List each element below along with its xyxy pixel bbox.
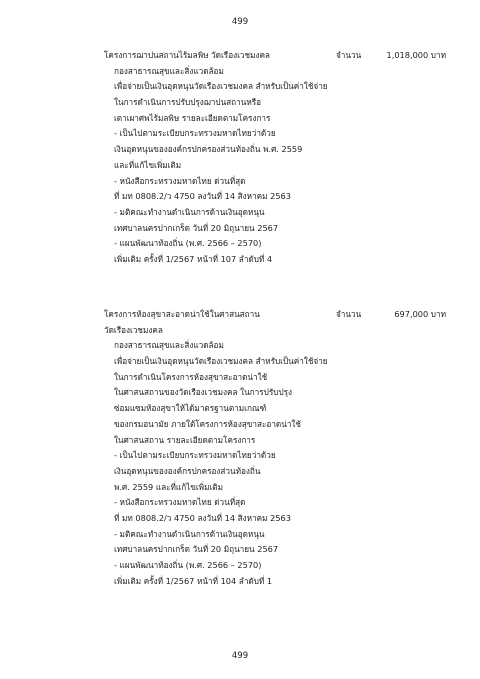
- body-line: เพื่อจ่ายเป็นเงินอุดหนุนวัดเรืองเวชมงคล สำหรับเป็นค่าใช้จ่าย: [114, 356, 328, 367]
- project-block-1: [104, 48, 444, 268]
- body-line: ในศาสนสถานของวัดเรืองเวชมงคล ในการปรับปรุง: [114, 387, 293, 398]
- body-line: - เป็นไปตามระเบียบกระทรวงมหาดไทยว่าด้วย: [114, 450, 276, 461]
- body-line: และที่แก้ไขเพิ่มเติม: [114, 159, 182, 170]
- body-line: - เป็นไปตามระเบียบกระทรวงมหาดไทยว่าด้วย: [114, 128, 276, 139]
- amount-value: 1,018,000 บาท: [386, 50, 446, 60]
- body-line: - มติคณะทำงานดำเนินการด้านเงินอุดหนุน: [114, 528, 265, 539]
- project-block-2: [104, 307, 444, 589]
- body-line: - แผนพัฒนาท้องถิ่น (พ.ศ. 2566 – 2570): [114, 238, 262, 249]
- body-line: ที่ มท 0808.2/ว 4750 ลงวันที่ 14 สิงหาคม 2563: [114, 191, 291, 202]
- project-title-row: [104, 48, 444, 64]
- body-line: กองสาธารณสุขและสิ่งแวดล้อม: [114, 65, 224, 76]
- body-line: เทศบาลนครปากเกร็ด วันที่ 20 มิถุนายน 2567: [114, 544, 279, 555]
- body-line: ในการดำเนินการปรับปรุงฌาปนสถานหรือ: [114, 97, 262, 108]
- amount-label: จำนวน: [336, 50, 362, 60]
- body-line: - หนังสือกระทรวงมหาดไทย ด่วนที่สุด: [114, 497, 246, 508]
- project-body: [104, 64, 444, 268]
- body-line: ในศาสนสถาน รายละเอียดตามโครงการ: [114, 434, 256, 445]
- body-line: เงินอุดหนุนขององค์กรปกครองส่วนท้องถิ่น: [114, 465, 261, 476]
- amount-value: 697,000 บาท: [394, 309, 446, 319]
- page-number-bottom: 499: [231, 651, 249, 661]
- body-line: เทศบาลนครปากเกร็ด วันที่ 20 มิถุนายน 2567: [114, 222, 279, 233]
- body-line: - หนังสือกระทรวงมหาดไทย ด่วนที่สุด: [114, 175, 246, 186]
- body-line: เพิ่มเติม ครั้งที่ 1/2567 หน้าที่ 104 ลำดับที่ 1: [114, 575, 273, 586]
- project-body: [104, 338, 444, 589]
- project-title: โครงการฌาปนสถานไร้มลพิษ วัดเรืองเวชมงคล: [104, 50, 270, 60]
- body-line: กองสาธารณสุขและสิ่งแวดล้อม: [114, 340, 224, 351]
- project-title-row: [104, 307, 444, 323]
- body-line: เตาเผาศพไร้มลพิษ รายละเอียดตามโครงการ: [114, 112, 271, 123]
- body-line: พ.ศ. 2559 และที่แก้ไขเพิ่มเติม: [114, 481, 223, 492]
- project-title-continued: วัดเรืองเวชมงคล: [104, 324, 163, 335]
- body-line: ที่ มท 0808.2/ว 4750 ลงวันที่ 14 สิงหาคม 2563: [114, 512, 291, 523]
- body-line: ของกรมอนามัย ภายใต้โครงการห้องสุขาสะอาดน่าใช้: [114, 418, 301, 429]
- body-line: - แผนพัฒนาท้องถิ่น (พ.ศ. 2566 – 2570): [114, 560, 262, 570]
- body-line: - มติคณะทำงานดำเนินการด้านเงินอุดหนุน: [114, 206, 265, 217]
- amount-label: จำนวน: [336, 309, 362, 319]
- body-line: ซ่อมแซมห้องสุขาให้ได้มาตรฐานตามเกณฑ์: [114, 403, 267, 414]
- project-title: โครงการห้องสุขาสะอาดน่าใช้ในศาสนสถาน: [104, 309, 260, 319]
- body-line: เพิ่มเติม ครั้งที่ 1/2567 หน้าที่ 107 ลำดับที่ 4: [114, 253, 273, 264]
- body-line: ในการดำเนินโครงการห้องสุขาสะอาดน่าใช้: [114, 371, 268, 382]
- body-line: เงินอุดหนุนขององค์กรปกครองส่วนท้องถิ่น พ.ศ. 2559: [114, 144, 303, 155]
- body-line: เพื่อจ่ายเป็นเงินอุดหนุนวัดเรืองเวชมงคล สำหรับเป็นค่าใช้จ่าย: [114, 81, 328, 92]
- page-number-top: 499: [231, 17, 249, 27]
